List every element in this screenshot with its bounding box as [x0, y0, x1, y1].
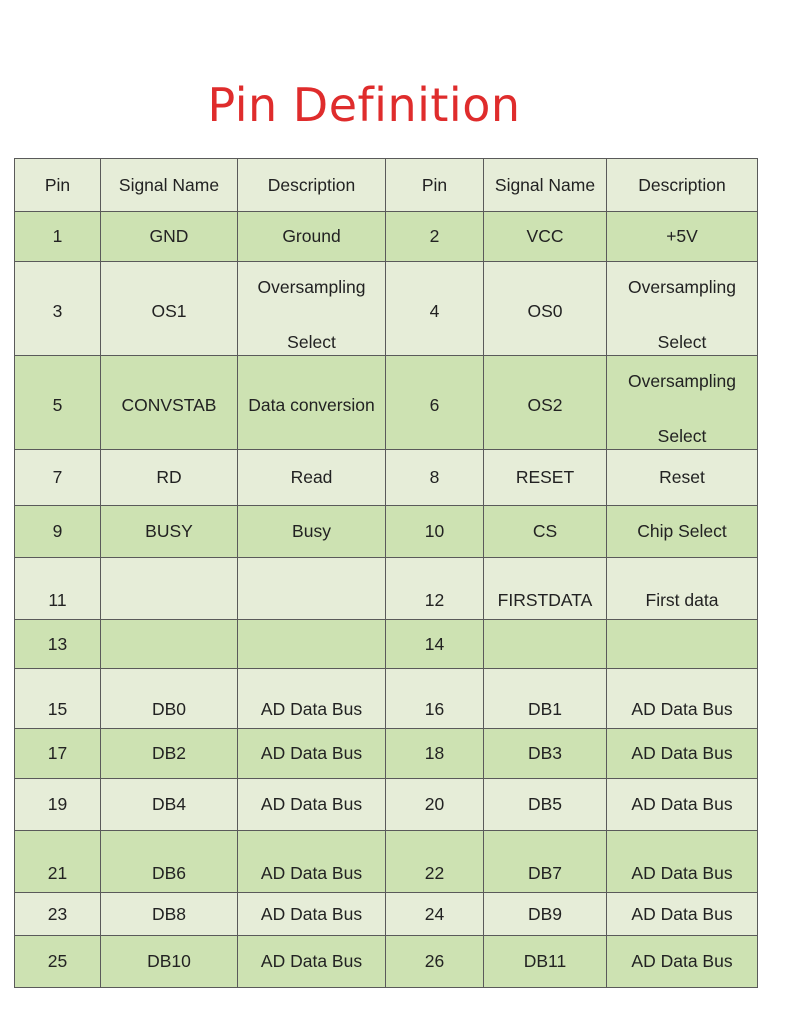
pin-number-cell: 16	[386, 669, 484, 729]
description-cell: AD Data Bus	[607, 831, 758, 893]
table-row	[15, 262, 758, 356]
pin-number-cell: 13	[15, 620, 101, 669]
signal-name-cell: OS1	[101, 262, 238, 356]
signal-name-cell: DB10	[101, 936, 238, 988]
column-header: Signal Name	[484, 159, 607, 212]
pin-number-cell: 6	[386, 356, 484, 450]
pin-number-cell: 10	[386, 506, 484, 558]
pin-number-cell: 4	[386, 262, 484, 356]
pin-number-cell: 11	[15, 558, 101, 620]
signal-name-cell	[484, 620, 607, 669]
signal-name-cell: DB3	[484, 729, 607, 779]
signal-name-cell: CS	[484, 506, 607, 558]
pin-number-cell: 9	[15, 506, 101, 558]
description-cell: Read	[238, 450, 386, 506]
description-cell: AD Data Bus	[607, 893, 758, 936]
page-title: Pin Definition	[207, 78, 521, 132]
column-header: Description	[607, 159, 758, 212]
table-row	[15, 356, 758, 450]
pin-number-cell: 17	[15, 729, 101, 779]
description-cell: Chip Select	[607, 506, 758, 558]
description-cell: AD Data Bus	[238, 936, 386, 988]
signal-name-cell: DB6	[101, 831, 238, 893]
description-cell: AD Data Bus	[607, 936, 758, 988]
description-cell: +5V	[607, 212, 758, 262]
signal-name-cell: VCC	[484, 212, 607, 262]
signal-name-cell: RESET	[484, 450, 607, 506]
signal-name-cell	[101, 620, 238, 669]
description-cell: AD Data Bus	[238, 669, 386, 729]
pin-number-cell: 22	[386, 831, 484, 893]
description-line: Oversampling	[628, 277, 736, 297]
description-cell: AD Data Bus	[238, 893, 386, 936]
signal-name-cell: DB4	[101, 779, 238, 831]
column-header: Pin	[15, 159, 101, 212]
description-line: Select	[657, 332, 707, 352]
pin-number-cell: 7	[15, 450, 101, 506]
description-line: Oversampling	[628, 371, 736, 391]
description-cell	[607, 620, 758, 669]
table-row	[15, 893, 758, 936]
pin-number-cell: 1	[15, 212, 101, 262]
pin-number-cell: 18	[386, 729, 484, 779]
signal-name-cell: DB9	[484, 893, 607, 936]
signal-name-cell: DB8	[101, 893, 238, 936]
column-header: Signal Name	[101, 159, 238, 212]
signal-name-cell: DB2	[101, 729, 238, 779]
signal-name-cell: DB5	[484, 779, 607, 831]
pin-number-cell: 24	[386, 893, 484, 936]
description-cell	[607, 262, 758, 356]
pin-number-cell: 12	[386, 558, 484, 620]
signal-name-cell: DB1	[484, 669, 607, 729]
signal-name-cell: DB11	[484, 936, 607, 988]
pin-definition-table	[14, 158, 758, 988]
description-cell	[238, 620, 386, 669]
description-line: Oversampling	[257, 277, 366, 297]
description-cell: AD Data Bus	[607, 779, 758, 831]
description-cell: Ground	[238, 212, 386, 262]
column-header: Pin	[386, 159, 484, 212]
description-cell: Busy	[238, 506, 386, 558]
signal-name-cell: CONVSTAB	[101, 356, 238, 450]
description-cell	[607, 356, 758, 450]
description-line: Select	[657, 426, 707, 446]
column-header: Description	[238, 159, 386, 212]
table-row	[15, 620, 758, 669]
signal-name-cell: BUSY	[101, 506, 238, 558]
pin-number-cell: 5	[15, 356, 101, 450]
pin-number-cell: 26	[386, 936, 484, 988]
description-cell	[238, 262, 386, 356]
signal-name-cell: OS0	[484, 262, 607, 356]
table-row	[15, 729, 758, 779]
table-row	[15, 779, 758, 831]
pin-number-cell: 25	[15, 936, 101, 988]
pin-number-cell: 20	[386, 779, 484, 831]
description-line: Select	[287, 332, 336, 352]
table-row	[15, 212, 758, 262]
signal-name-cell: DB0	[101, 669, 238, 729]
table-row	[15, 936, 758, 988]
header-row	[15, 159, 758, 212]
description-cell: Data conversion	[238, 356, 386, 450]
description-cell	[238, 558, 386, 620]
pin-number-cell: 21	[15, 831, 101, 893]
signal-name-cell: DB7	[484, 831, 607, 893]
signal-name-cell	[101, 558, 238, 620]
pin-number-cell: 3	[15, 262, 101, 356]
signal-name-cell: RD	[101, 450, 238, 506]
description-cell: AD Data Bus	[607, 729, 758, 779]
table-row	[15, 558, 758, 620]
description-cell: AD Data Bus	[238, 831, 386, 893]
table-row	[15, 831, 758, 893]
pin-number-cell: 15	[15, 669, 101, 729]
description-cell: AD Data Bus	[238, 729, 386, 779]
pin-number-cell: 2	[386, 212, 484, 262]
description-cell: First data	[607, 558, 758, 620]
signal-name-cell: FIRSTDATA	[484, 558, 607, 620]
table-row	[15, 669, 758, 729]
description-cell: Reset	[607, 450, 758, 506]
pin-number-cell: 14	[386, 620, 484, 669]
pin-number-cell: 19	[15, 779, 101, 831]
table-row	[15, 506, 758, 558]
signal-name-cell: OS2	[484, 356, 607, 450]
signal-name-cell: GND	[101, 212, 238, 262]
pin-number-cell: 23	[15, 893, 101, 936]
pin-number-cell: 8	[386, 450, 484, 506]
table-row	[15, 450, 758, 506]
description-cell: AD Data Bus	[238, 779, 386, 831]
description-cell: AD Data Bus	[607, 669, 758, 729]
